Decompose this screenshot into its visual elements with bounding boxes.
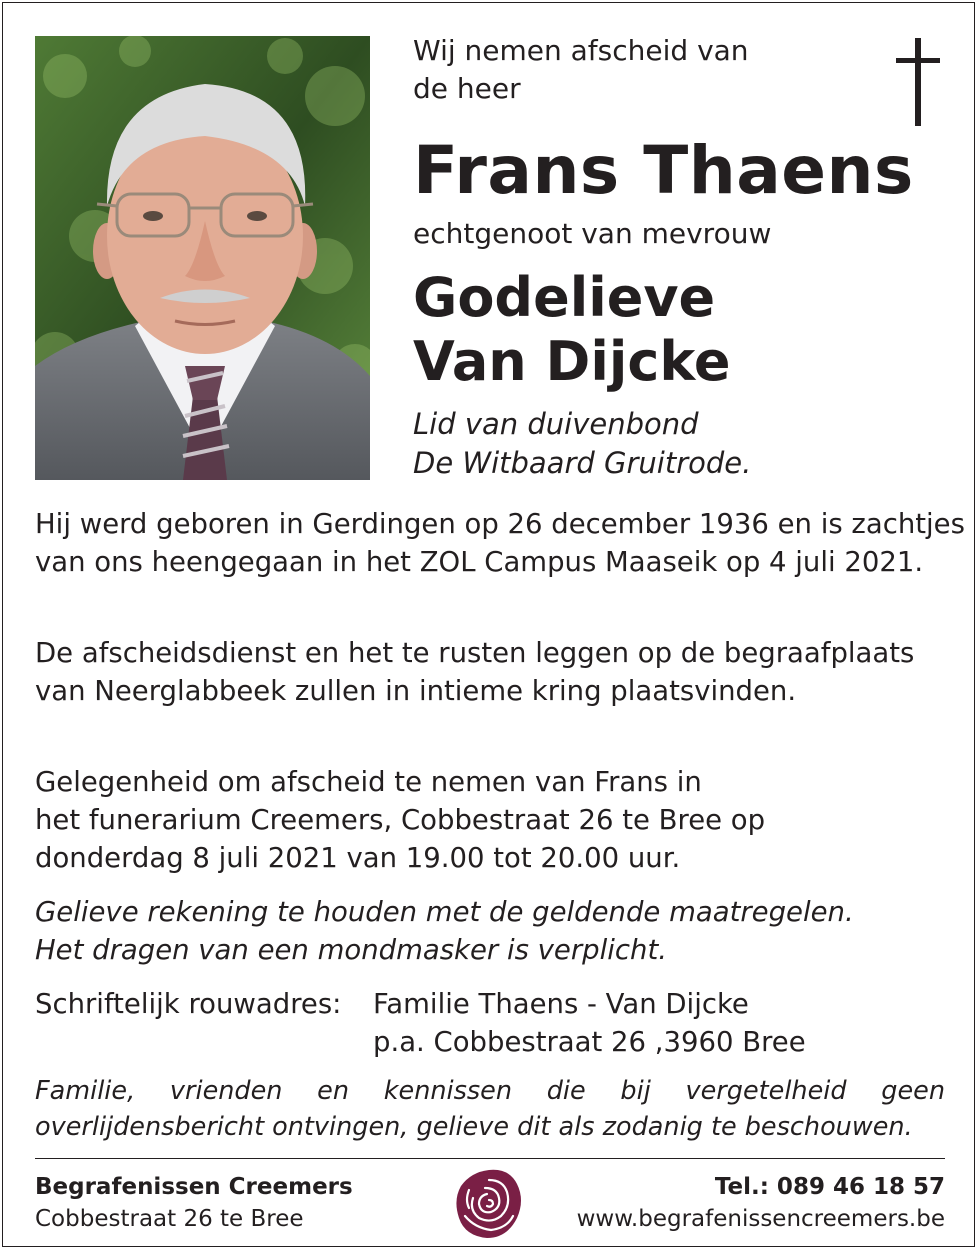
address-line-1: Familie Thaens - Van Dijcke bbox=[373, 988, 749, 1020]
notice-paragraph: Familie, vrienden en kennissen die bij vergetelheid geen overlijdensbericht ontvingen, gelieve dit als zodanig te beschouwen. bbox=[35, 1076, 945, 1142]
address-line-2: p.a. Cobbestraat 26 ,3960 Bree bbox=[373, 1026, 806, 1058]
spouse-line-1: Godelieve bbox=[413, 266, 716, 329]
service-paragraph: De afscheidsdienst en het te rusten leggen op de begraafplaats van Neerglabbeek zullen in intieme kring plaatsvinden. bbox=[35, 637, 915, 707]
spouse-line-2: Van Dijcke bbox=[413, 330, 731, 393]
deceased-name: Frans Thaens bbox=[413, 132, 914, 209]
intro-line-2: de heer bbox=[413, 72, 521, 105]
intro-text bbox=[413, 32, 833, 108]
spouse-name bbox=[413, 266, 953, 394]
mourning-address bbox=[373, 985, 806, 1061]
covid-paragraph bbox=[35, 893, 965, 969]
visitation-line-3: donderdag 8 juli 2021 van 19.00 tot 20.00 uur. bbox=[35, 842, 681, 874]
visitation-line-2: het funerarium Creemers, Cobbestraat 26 te Bree op bbox=[35, 804, 766, 836]
cross-icon bbox=[896, 38, 940, 128]
footer-company: Begrafenissen Creemers bbox=[35, 1174, 353, 1200]
spouse-intro: echtgenoot van mevrouw bbox=[413, 217, 772, 250]
birth-death-paragraph: Hij werd geboren in Gerdingen op 26 december 1936 en is zachtjes van ons heengegaan in het ZOL Campus Maaseik op 4 juli 2021. bbox=[35, 508, 965, 578]
club-membership bbox=[413, 405, 953, 483]
footer-phone: Tel.: 089 46 18 57 bbox=[714, 1174, 945, 1200]
portrait-photo bbox=[35, 36, 370, 480]
footer-website: www.begrafenissencreemers.be bbox=[576, 1206, 945, 1232]
address-label: Schriftelijk rouwadres: bbox=[35, 988, 342, 1020]
visitation-line-1: Gelegenheid om afscheid te nemen van Frans in bbox=[35, 766, 702, 798]
covid-line-2: Het dragen van een mondmasker is verplicht. bbox=[35, 934, 667, 966]
visitation-paragraph bbox=[35, 763, 965, 877]
intro-line-1: Wij nemen afscheid van bbox=[413, 34, 749, 67]
club-line-2: De Witbaard Gruitrode. bbox=[413, 446, 752, 480]
footer-street: Cobbestraat 26 te Bree bbox=[35, 1206, 304, 1232]
covid-line-1: Gelieve rekening te houden met de geldende maatregelen. bbox=[35, 896, 854, 928]
club-line-1: Lid van duivenbond bbox=[413, 407, 699, 441]
footer-divider bbox=[35, 1158, 945, 1159]
rose-logo-icon bbox=[451, 1166, 527, 1242]
